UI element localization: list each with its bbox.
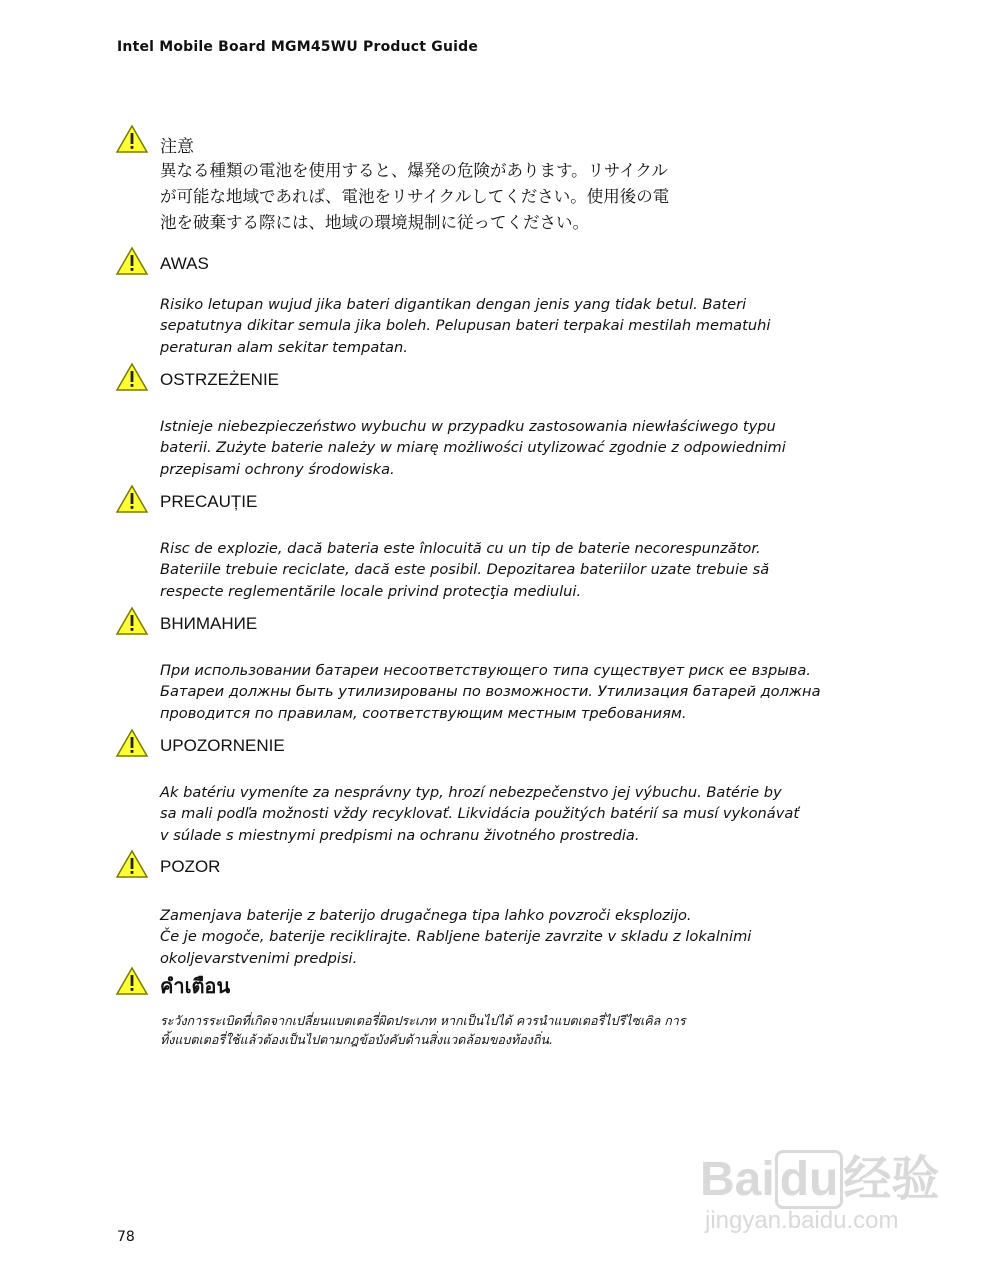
- warning-body: [160, 660, 821, 724]
- warning-body-line: przepisami ochrony środowiska.: [160, 460, 395, 478]
- warning-body: [160, 158, 669, 236]
- warning-body: [160, 905, 751, 969]
- warning-body-line: okoljevarstvenimi predpisi.: [160, 949, 358, 967]
- watermark-url: jingyan.baidu.com: [705, 1207, 899, 1234]
- warning-body-line: sepatutnya dikitar semula jika boleh. Pelupusan bateri terpakai mestilah mematuhi: [160, 317, 771, 335]
- warning-heading: OSTRZEŻENIE: [160, 370, 280, 389]
- warning-triangle-icon: [115, 966, 149, 996]
- warning-body-line: Батареи должны быть утилизированы по возможности. Утилизация батарей должна: [160, 683, 821, 701]
- warning-body-line: При использовании батареи несоответствующего типа существует риск ее взрыва.: [160, 662, 811, 679]
- warning-triangle-icon: [115, 849, 149, 879]
- warning-triangle-icon: [115, 484, 149, 514]
- warning-body-line: respecte reglementările locale privind protecţia mediului.: [160, 582, 582, 600]
- warning-triangle-icon: [115, 246, 149, 276]
- warning-body-line: Risiko letupan wujud jika bateri digantikan dengan jenis yang tidak betul. Bateri: [160, 296, 747, 313]
- warning-body-line: Bateriile trebuie reciclate, dacă este posibil. Depozitarea bateriilor uzate trebuie să: [160, 561, 770, 579]
- warning-heading: คำเตือน: [160, 974, 231, 998]
- warning-body-line: が可能な地域であれば、電池をリサイクルしてください。使用後の電: [160, 187, 670, 206]
- running-header: Intel Mobile Board MGM45WU Product Guide: [117, 39, 479, 55]
- warning-body: [160, 538, 769, 602]
- warning-body-line: 異なる種類の電池を使用すると、爆発の危険があります。リサイクル: [160, 161, 668, 180]
- warning-body-line: ทิ้งแบตเตอรี่ใช้แล้วต้องเป็นไปตามกฎข้อบังคับด้านสิ่งแวดล้อมของท้องถิ่น.: [160, 1032, 553, 1047]
- warning-heading: ВНИМАНИЕ: [160, 614, 258, 633]
- watermark-logo: Bai du 经验: [700, 1140, 939, 1209]
- warning-body-line: Ak batériu vymeníte za nesprávny typ, hrozí nebezpečenstvo jej výbuchu. Batérie by: [160, 784, 782, 801]
- warning-body-line: Zamenjava baterije z baterijo drugačnega tipa lahko povzroči eksplozijo.: [160, 907, 692, 924]
- warning-body-line: sa mali podľa možnosti vždy recyklovať. Likvidácia použitých batérií sa musí vykonávať: [160, 805, 800, 823]
- warning-body-line: 池を破棄する際には、地域の環境規制に従ってください。: [160, 213, 589, 232]
- warning-triangle-icon: [115, 362, 149, 392]
- warning-body-line: peraturan alam sekitar tempatan.: [160, 338, 408, 356]
- warning-triangle-icon: [115, 124, 149, 154]
- warning-heading: AWAS: [160, 254, 209, 273]
- page-number: 78: [117, 1229, 135, 1245]
- warning-body-line: Risc de explozie, dacă bateria este înlocuită cu un tip de baterie necorespunzător.: [160, 540, 761, 557]
- warning-body: [160, 294, 770, 358]
- warning-heading: UPOZORNENIE: [160, 736, 285, 755]
- warning-body-line: Istnieje niebezpieczeństwo wybuchu w przypadku zastosowania niewłaściwego typu: [160, 418, 776, 435]
- warning-heading: 注意: [160, 137, 194, 156]
- warning-triangle-icon: [115, 728, 149, 758]
- warning-body-line: Če je mogoče, baterije reciklirajte. Rabljene baterije zavrzite v skladu z lokalnimi: [160, 928, 752, 946]
- warning-body-line: ระวังการระเบิดที่เกิดจากเปลี่ยนแบตเตอรี่ผิดประเภท หากเป็นไปได้ ควรนำแบตเตอรี่ไปรีไซเคิล การ: [160, 1013, 686, 1028]
- warning-body-line: проводится по правилам, соответствующим местным требованиям.: [160, 704, 687, 722]
- warning-triangle-icon: [115, 606, 149, 636]
- warning-heading: POZOR: [160, 857, 221, 876]
- warning-heading: PRECAUȚIE: [160, 492, 258, 511]
- warning-body-line: v súlade s miestnymi predpismi na ochranu životného prostredia.: [160, 826, 640, 844]
- warning-body-line: baterii. Zużyte baterie należy w miarę możliwości utylizować zgodnie z odpowiednimi: [160, 439, 786, 457]
- warning-body: [160, 1011, 686, 1049]
- warning-body: [160, 782, 799, 846]
- warning-body: [160, 416, 786, 480]
